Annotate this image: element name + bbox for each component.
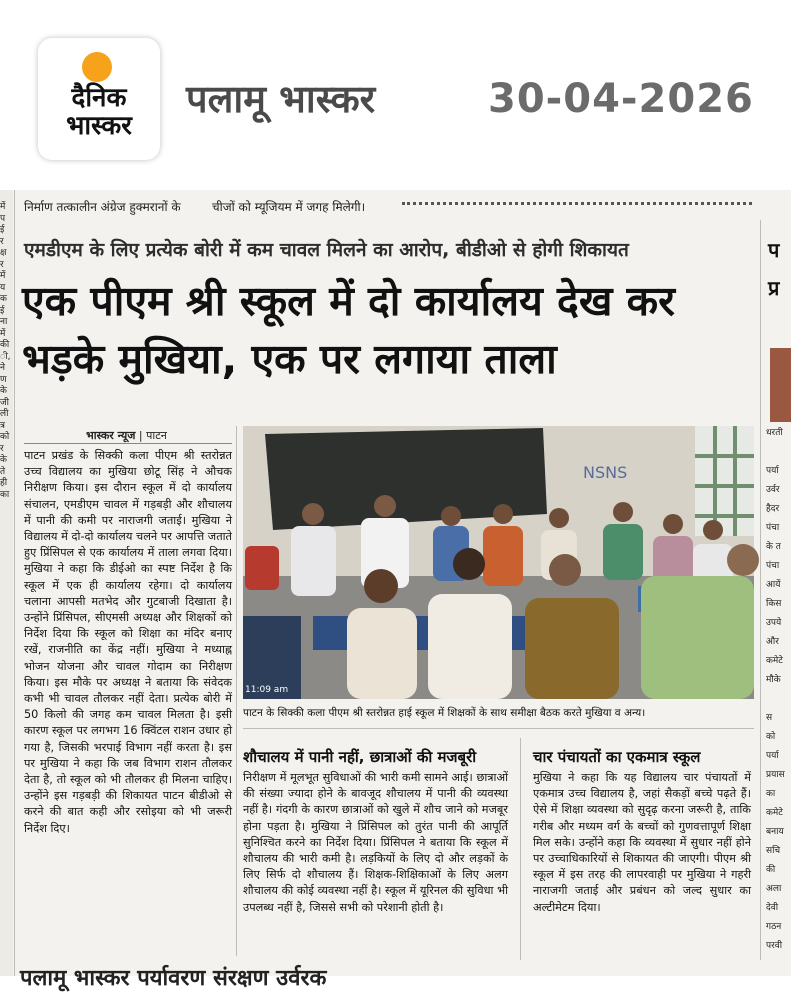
sun-icon xyxy=(82,52,112,82)
caption-rule xyxy=(243,728,754,729)
column-divider xyxy=(760,220,761,960)
adjacent-text-fragment: की xyxy=(0,340,10,350)
previous-story-tail-right: चीजों को म्यूजियम में जगह मिलेगी। xyxy=(212,200,366,214)
adjacent-text-fragment: पंचा xyxy=(766,561,780,571)
adjacent-text-fragment: में xyxy=(0,202,6,212)
adjacent-text-fragment: ने xyxy=(0,363,5,373)
adjacent-text-fragment: के xyxy=(0,455,7,465)
adjacent-text-fragment: में xyxy=(0,271,6,281)
adjacent-text-fragment: का xyxy=(766,789,776,799)
column-divider xyxy=(520,738,521,960)
adjacent-text-fragment: परवी xyxy=(766,941,783,951)
wall-text: NSNS xyxy=(583,463,628,482)
dotted-divider xyxy=(402,202,752,205)
adjacent-photo xyxy=(770,348,791,422)
byline-rule xyxy=(24,443,232,444)
adjacent-text-fragment: त्र xyxy=(0,420,5,431)
section-body-school: मुखिया ने कहा कि यह विद्यालय चार पंचायतों में एकमात्र उच्च विद्यालय है, जहां सैकड़ों बच्चे पढ़ते हैं। ऐसे में शिक्षा व्यवस्था को सुदृढ़ करना जरूरी है, ताकि गरीब और मध्यम वर्ग के बच्चों को गुणवत्तापूर्ण शिक्षा मिल सके। उन्होंने कहा कि व्यवस्था में सुधार नहीं होने पर उच्चाधिकारियों से शिकायत की जाएगी। पीएम श्री स्कूल में इस तरह की लापरवाही पर मुखिया ने गहरी नाराजगी जताई और प्रबंधन को जल्द सुधार का अल्टीमेटम दिया। xyxy=(533,771,751,914)
adjacent-text-fragment: ते xyxy=(0,466,6,477)
article-kicker: एमडीएम के लिए प्रत्येक बोरी में कम चावल मिलने का आरोप, बीडीओ से होगी शिकायत xyxy=(24,239,629,261)
meeting-photo xyxy=(243,426,754,699)
adjacent-text-fragment: प xyxy=(0,213,6,224)
section-heading-toilet: शौचालय में पानी नहीं, छात्राओं की मजबूरी xyxy=(243,748,477,766)
adjacent-text-fragment: पर्या xyxy=(766,751,779,761)
adjacent-text-fragment: ही xyxy=(0,478,8,488)
adjacent-text-fragment: का xyxy=(0,489,10,500)
adjacent-text-fragment: कमेटे xyxy=(766,656,783,666)
edition-date: 30-04-2026 xyxy=(488,76,754,122)
adjacent-text-fragment: कमेटे xyxy=(766,808,783,818)
adjacent-text-fragment: के xyxy=(0,386,7,396)
adjacent-text-fragment: प्रयास xyxy=(766,770,785,780)
byline-source: भास्कर न्यूज xyxy=(86,429,136,442)
adjacent-text-fragment: य xyxy=(0,282,6,293)
adjacent-text-fragment: बनाय xyxy=(766,827,784,837)
adjacent-text-fragment: जी xyxy=(0,397,10,408)
adjacent-text-fragment: किस xyxy=(766,599,782,609)
adjacent-text-fragment: ण xyxy=(0,374,7,385)
adjacent-column-left xyxy=(0,190,13,976)
adjacent-text-fragment: र xyxy=(0,236,4,247)
adjacent-text-fragment: क्ष xyxy=(0,248,7,258)
article-headline: एक पीएम श्री स्कूल में दो कार्यालय देख कर भड़के मुखिया, एक पर लगाया ताला xyxy=(22,277,675,383)
adjacent-text-fragment: और xyxy=(766,637,779,647)
adjacent-text-fragment: धरती xyxy=(766,428,783,438)
adjacent-text-fragment: आयें xyxy=(766,580,781,590)
adjacent-text-fragment: की xyxy=(766,865,776,875)
photo-caption: पाटन के सिक्की कला पीएम श्री स्तरोन्नत हाई स्कूल में शिक्षकों के साथ समीक्षा बैठक करते मुखिया व अन्य। xyxy=(243,707,646,719)
adjacent-text-fragment: ी, xyxy=(0,351,11,362)
adjacent-text-fragment: स xyxy=(766,713,773,723)
article-body: पाटन प्रखंड के सिक्की कला पीएम श्री स्तरोन्नत उच्च विद्यालय का मुखिया छोटू सिंह ने औचक निरीक्षण किया। इस दौरान स्कूल में दो कार्यालय संचालन, एमडीएम चावल में गड़बड़ी और शौचालय में पानी की कमी पर नाराजगी जताई। मुखिया ने विद्यालय में दो-दो कार्यालय चलने पर आपत्ति जताते हुए प्रिंसिपल से एक कार्यालय में ताला लगवा दिया। मुखिया ने कहा कि डीईओ का स्पष्ट निर्देश है कि स्कूल में एक ही कार्यालय रहेगा। दो कार्यालय चलाना आपसी मतभेद और गुटबाजी दिखाता है। उन्होंने प्रिंसिपल, सीएमसी अध्यक्ष और शिक्षकों को निर्देश दिया कि स्कूल को शिक्षा का मंदिर बनाए रखें, राजनीति का केंद्र नहीं। मुखिया ने मध्याह्न भोजन योजना और चावल गोदाम का निरीक्षण किया। इस मौके पर अध्यक्ष ने बताया कि संवेदक कभी भी चावल तौलकर नहीं देता। प्रत्येक बोरी में 50 किलो की जगह कम चावल मिलता है। इसी कारण स्कूल पर लगभग 16 क्विंटल राशन उधार हो गया है, जिसकी भरपाई विभाग नहीं करता है। इस पर मुखिया ने कहा कि जब विभाग राशन तौलकर देता है, तो स्कूल को भी तौलकर ही मिलना चाहिए। उन्होंने इस गड़बड़ी की शिकायत पाटन बीडीओ से करने की बात कही और रसोइया को भी जरूरी निर्देश दिए। xyxy=(24,449,232,835)
newspaper-clipping xyxy=(0,190,791,991)
adjacent-text-fragment: र xyxy=(0,443,4,454)
adjacent-column-right xyxy=(762,190,791,976)
adjacent-text-fragment: को xyxy=(0,432,10,442)
adjacent-text-fragment: पंचा xyxy=(766,523,780,533)
adjacent-text-fragment: अला xyxy=(766,884,782,894)
adjacent-text-fragment: गठन xyxy=(766,922,782,932)
adjacent-text-fragment: क xyxy=(0,294,7,304)
adjacent-text-fragment: उपये xyxy=(766,618,782,628)
adjacent-text-fragment: र xyxy=(0,259,4,270)
logo-text-line2: भास्कर xyxy=(66,111,132,141)
adjacent-text-fragment: ली xyxy=(0,409,9,419)
page-header xyxy=(0,0,791,190)
dainik-bhaskar-logo xyxy=(38,38,160,160)
adjacent-text-fragment: ई xyxy=(0,305,5,316)
adjacent-headline-2: प्र xyxy=(768,276,780,300)
adjacent-text-fragment: मौके xyxy=(766,675,781,685)
adjacent-headline-1: प xyxy=(768,238,780,262)
previous-story-tail-left: निर्माण तत्कालीन अंग्रेज हुक्मरानों के xyxy=(24,200,181,214)
article-byline: भास्कर न्यूज | पाटन xyxy=(86,429,167,442)
photo-timestamp: 11:09 am xyxy=(245,685,289,695)
adjacent-text-fragment: सचि xyxy=(766,846,781,856)
column-divider xyxy=(14,190,15,976)
column-divider xyxy=(236,426,237,956)
logo-text-line1: दैनिक xyxy=(71,83,127,113)
adjacent-text-fragment: हैदर xyxy=(766,504,780,514)
adjacent-text-fragment: ना xyxy=(0,317,8,327)
section-body-toilet: निरीक्षण में मूलभूत सुविधाओं की भारी कमी सामने आई। छात्राओं की संख्या ज्यादा होने के बावजूद शौचालय में पानी की व्यवस्था नहीं है। गंदगी के कारण छात्राओं को खुले में शौच जाने को मजबूर होना पड़ता है। मुखिया ने प्रिंसिपल को तुरंत पानी की आपूर्ति सुनिश्चित करने का निर्देश दिया। प्रिंसिपल ने बताया कि स्कूल में शौचालय की भारी कमी है। लड़कियों के लिए दो और लड़कों के लिए सिर्फ दो शौचालय हैं। शिक्षक-शिक्षिकाओं के लिए अलग शौचालय की कोई व्यवस्था नहीं है। स्कूल में यूरिनल की सुविधा भी उपलब्ध नहीं है, जिससे सभी को परेशानी होती है। xyxy=(243,771,508,914)
adjacent-text-fragment: को xyxy=(766,732,776,742)
adjacent-text-fragment: में xyxy=(0,328,6,339)
next-story-headline: पलामू भास्कर पर्यावरण संरक्षण उर्वरक xyxy=(20,966,327,991)
byline-place: पाटन xyxy=(146,429,167,442)
adjacent-text-fragment: पर्या xyxy=(766,466,779,476)
adjacent-text-fragment: के त xyxy=(766,542,781,552)
adjacent-text-fragment: देवी xyxy=(766,903,779,913)
edition-title: पलामू भास्कर xyxy=(186,77,376,121)
section-heading-school: चार पंचायतों का एकमात्र स्कूल xyxy=(533,748,701,766)
adjacent-text-fragment: ई xyxy=(0,225,5,235)
adjacent-text-fragment: उर्वर xyxy=(766,485,780,495)
